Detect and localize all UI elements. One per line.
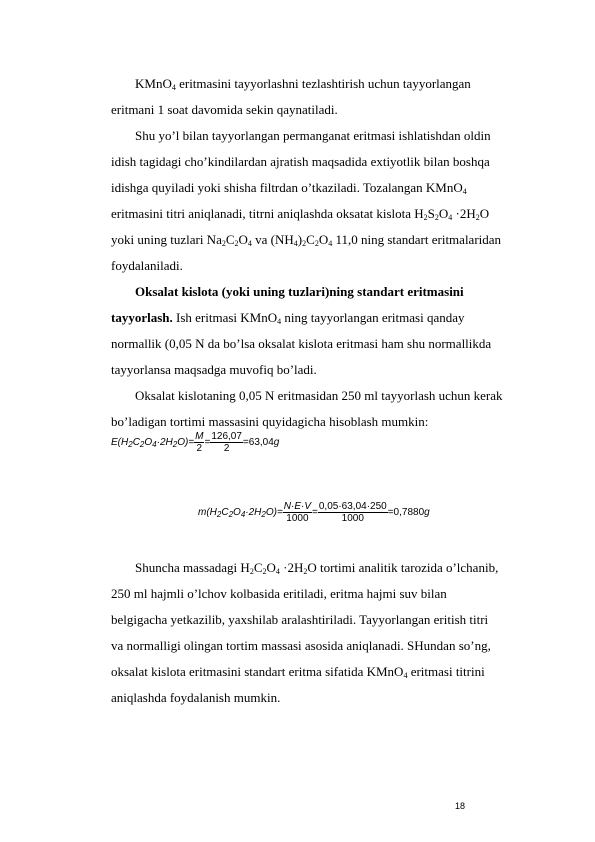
paragraph-2-line-4: eritmasini titri aniqlanadi, titrni aniqlashda oksatat kislota $H_2S_2O_4 \cdot 2H_2O$ — [111, 206, 490, 222]
fraction-value-over-2: $\frac{126,07}{2}$ — [211, 431, 242, 454]
paragraph-2-line-6: foydalaniladi. — [111, 258, 183, 273]
paragraph-3-line-2: tayyorlash. Ish eritmasi KMnO$_4$ ning tayyorlangan eritmasi qanday — [111, 310, 465, 326]
paragraph-2-line-5: yoki uning tuzlari $Na_2C_2O_4$ va $(NH_4)_2C_2O_4$ 11,0 ning standart eritmalaridan — [111, 232, 502, 248]
fraction-nev-over-1000: $\frac{N\cdot E\cdot V}{1000}$ — [283, 501, 312, 524]
paragraph-5-line-5: oksalat kislota eritmasini standart eritma sifatida KMnO$_4$ eritmasi titrini — [111, 664, 485, 680]
paragraph-5-line-3: belgigacha yetkazilib, yaxshilab aralashtiriladi. Tayyorlangan eritish titri — [111, 612, 489, 627]
section-heading-line-2: tayyorlash. — [111, 310, 173, 325]
paragraph-5-line-6: aniqlashda foydalanish mumkin. — [111, 690, 281, 705]
section-heading-line-1: Oksalat kislota (yoki uning tuzlari)ning standart eritmasini — [135, 284, 464, 299]
paragraph-1-line-1: KMnO$_4$ eritmasini tayyorlashni tezlashtirish uchun tayyorlangan — [135, 76, 471, 92]
equivalent-mass-formula: $E(H_2C_2O_4\cdot 2H_2O)=$ $\frac{M}{2}$ = $\frac{126,07}{2}$ =63,04g — [111, 431, 280, 454]
paragraph-4-line-2: bo’ladigan tortimi massasini quyidagicha hisoblash mumkin: — [111, 414, 429, 429]
paragraph-5-line-4: va normalligi olingan tortim massasi asosida aniqlanadi. SHundan so’ng, — [111, 638, 491, 653]
fraction-m-over-2: $\frac{M}{2}$ — [195, 431, 204, 454]
paragraph-1-line-2: eritmani 1 soat davomida sekin qaynatiladi. — [111, 102, 338, 117]
fraction-values-over-1000: $\frac{0,05\cdot 63,04\cdot 250}{1000}$ — [318, 501, 387, 524]
paragraph-2-line-1: Shu yo’l bilan tayyorlangan permanganat eritmasi ishlatishdan oldin — [135, 128, 491, 143]
paragraph-5-line-2: 250 ml hajmli o’lchov kolbasida eritiladi, eritma hajmi suv bilan — [111, 586, 447, 601]
page-number: 18 — [455, 801, 466, 811]
paragraph-4-line-1: Oksalat kislotaning 0,05 N eritmasidan 250 ml tayyorlash uchun kerak — [135, 388, 503, 403]
sample-mass-formula: $m(H_2C_2O_4\cdot 2H_2O)=$ $\frac{N\cdot E\cdot V}{1000}$ = $\frac{0,05\cdot 63,04\cdot 250}{1000}$ =0,7880g — [198, 501, 430, 524]
paragraph-5-line-1: Shuncha massadagi $H_2C_2O_4 \cdot 2H_2O$ tortimi analitik tarozida o’lchanib, — [135, 560, 499, 576]
paragraph-3-line-4: tayyorlansa maqsadga muvofiq bo’ladi. — [111, 362, 317, 377]
paragraph-2-line-3: idishga quyiladi yoki shisha filtrdan o’tkaziladi. Tozalangan KMnO$_4$ — [111, 180, 467, 196]
paragraph-2-line-2: idish tagidagi cho’kindilardan ajratish maqsadida extiyotlik bilan boshqa — [111, 154, 490, 169]
paragraph-3-line-3: normallik (0,05 N da bo’lsa oksalat kislota eritmasi ham shu normallikda — [111, 336, 492, 351]
